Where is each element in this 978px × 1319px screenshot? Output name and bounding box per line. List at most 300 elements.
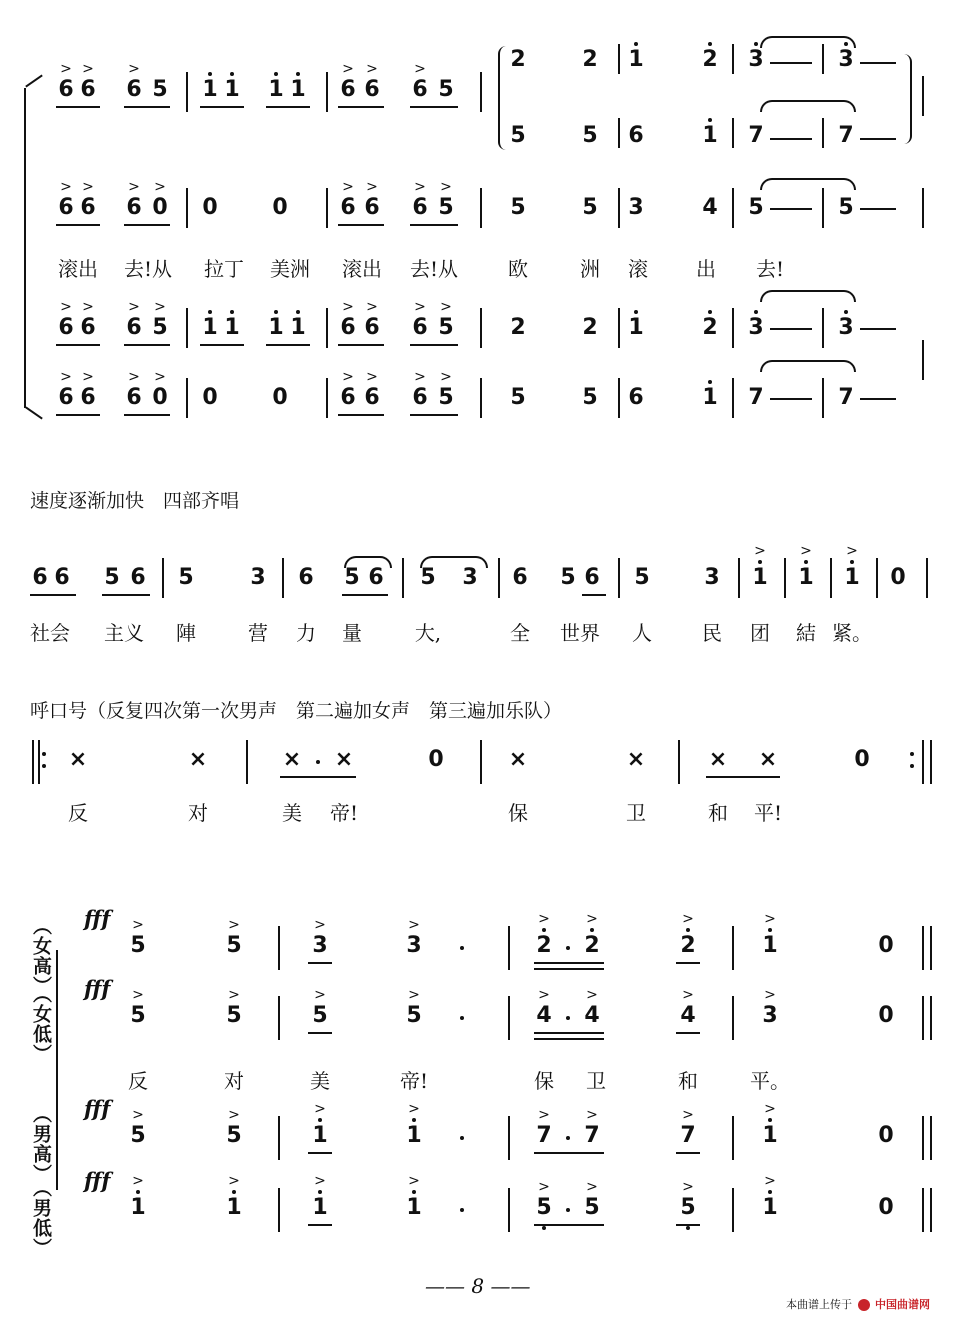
jianpu-note: 0 <box>878 933 894 958</box>
octave-dot <box>686 1226 690 1230</box>
octave-dot <box>274 72 278 76</box>
beam-underline <box>338 414 384 416</box>
beam-underline <box>338 106 384 108</box>
bar-line <box>498 558 500 598</box>
octave-dot <box>850 560 854 564</box>
jianpu-note: 6 <box>340 77 356 102</box>
accent-mark: > <box>128 179 140 195</box>
jianpu-note: 6 <box>340 195 356 220</box>
lyric-syllable: 陣 <box>176 621 196 645</box>
jianpu-note: 2 <box>702 315 718 340</box>
dynamic-marking: fff <box>84 976 111 1001</box>
octave-dot <box>754 310 758 314</box>
jianpu-note: 0 <box>878 1195 894 1220</box>
bar-line <box>162 558 164 598</box>
lyric-syllable: 欧 <box>508 257 528 281</box>
bar-line <box>732 44 734 74</box>
jianpu-note: 0 <box>878 1003 894 1028</box>
jianpu-note: 5 <box>130 1123 146 1148</box>
jianpu-note: 0 <box>272 385 288 410</box>
beam-underline <box>582 594 606 596</box>
jianpu-note: 5 <box>438 77 454 102</box>
lyric-syllable: 滚 <box>628 257 648 281</box>
bar-line <box>922 1188 924 1232</box>
octave-dot <box>844 310 848 314</box>
bar-line <box>326 308 328 348</box>
jianpu-note: 0 <box>428 747 444 772</box>
tie-arc <box>344 556 392 568</box>
bar-line <box>480 72 482 112</box>
section-three-heading: 呼口号（反复四次第一次男声 第二遍加女声 第三遍加乐队） <box>30 700 563 722</box>
beam-underline <box>124 414 170 416</box>
jianpu-note: 1 <box>798 565 814 590</box>
bar-line <box>732 926 734 970</box>
octave-dot <box>708 380 712 384</box>
bar-line <box>480 740 482 784</box>
accent-mark: > <box>366 61 378 77</box>
octave-dot <box>274 310 278 314</box>
jianpu-note: 7 <box>536 1123 552 1148</box>
accent-mark: > <box>764 911 776 927</box>
jianpu-note: 5 <box>510 195 526 220</box>
octave-dot <box>230 72 234 76</box>
bar-line <box>732 996 734 1040</box>
sustain-dash <box>860 328 896 330</box>
lyric-syllable: 紧。 <box>832 621 872 645</box>
jianpu-note: 0 <box>890 565 906 590</box>
lyric-syllable: 美 <box>310 1069 330 1093</box>
jianpu-note: 2 <box>680 933 696 958</box>
lyric-syllable: 保 <box>508 801 528 825</box>
site-logo-icon <box>858 1299 870 1311</box>
jianpu-note: 1 <box>406 1195 422 1220</box>
accent-mark: > <box>314 917 326 933</box>
bar-line <box>618 308 620 348</box>
bar-line <box>508 1116 510 1160</box>
jianpu-note: 5 <box>560 565 576 590</box>
jianpu-note: 7 <box>748 123 764 148</box>
augmentation-dot <box>910 752 914 756</box>
accent-mark: > <box>60 369 72 385</box>
bar-line <box>738 558 740 598</box>
lyric-syllable: 帝! <box>399 1069 429 1093</box>
jianpu-note: 1 <box>844 565 860 590</box>
jianpu-note: 7 <box>680 1123 696 1148</box>
octave-dot <box>686 928 690 932</box>
bar-line <box>926 558 928 598</box>
jianpu-note: 5 <box>178 565 194 590</box>
voice-label: （男高） <box>30 1104 52 1184</box>
bar-line <box>618 558 620 598</box>
dynamic-marking: fff <box>84 906 111 931</box>
bar-line <box>480 308 482 348</box>
bar-line <box>186 72 188 112</box>
jianpu-note: 4 <box>680 1003 696 1028</box>
jianpu-note: 6 <box>368 565 384 590</box>
jianpu-note: 1 <box>312 1195 328 1220</box>
lyric-syllable: 卫 <box>586 1069 606 1093</box>
accent-mark: > <box>538 911 550 927</box>
octave-dot <box>758 560 762 564</box>
accent-mark: > <box>440 179 452 195</box>
dynamic-marking: fff <box>84 1168 111 1193</box>
bar-line <box>822 188 824 228</box>
octave-dot <box>634 310 638 314</box>
lyric-syllable: 反 <box>128 1069 148 1093</box>
lyric-syllable: 全 <box>510 621 530 645</box>
augmentation-dot <box>566 1016 570 1020</box>
accent-mark: > <box>314 1173 326 1189</box>
bar-line <box>732 188 734 228</box>
jianpu-note: 6 <box>80 195 96 220</box>
lyric-syllable: 滚出 <box>342 257 382 281</box>
lyric-syllable: 平。 <box>750 1069 790 1093</box>
jianpu-note: × <box>758 747 778 772</box>
lyric-syllable: 出 <box>696 257 716 281</box>
bar-line <box>508 996 510 1040</box>
bar-line <box>822 378 824 418</box>
bar-line <box>480 188 482 228</box>
jianpu-note: 1 <box>224 315 240 340</box>
beam-underline <box>338 344 384 346</box>
jianpu-note: 2 <box>582 315 598 340</box>
lyric-syllable: 平! <box>753 801 783 825</box>
accent-mark: > <box>60 299 72 315</box>
augmentation-dot <box>42 764 46 768</box>
lyric-syllable: 力 <box>296 621 316 645</box>
beam-underline <box>410 414 458 416</box>
jianpu-note: 1 <box>202 315 218 340</box>
accent-mark: > <box>764 1101 776 1117</box>
jianpu-note: 6 <box>364 195 380 220</box>
beam-underline <box>266 344 310 346</box>
jianpu-note: 4 <box>584 1003 600 1028</box>
bar-line <box>922 188 924 228</box>
jianpu-note: 0 <box>878 1123 894 1148</box>
beam-underline <box>308 1032 332 1034</box>
accent-mark: > <box>342 299 354 315</box>
accent-mark: > <box>60 61 72 77</box>
jianpu-note: 5 <box>748 195 764 220</box>
accent-mark: > <box>342 369 354 385</box>
tie-arc <box>760 100 856 112</box>
bar-line <box>732 118 734 148</box>
jianpu-note: 5 <box>226 1003 242 1028</box>
bar-line <box>732 1116 734 1160</box>
accent-mark: > <box>408 1101 420 1117</box>
jianpu-note: × <box>626 747 646 772</box>
accent-mark: > <box>586 911 598 927</box>
jianpu-note: 5 <box>226 933 242 958</box>
jianpu-note: 5 <box>104 565 120 590</box>
sustain-dash <box>770 138 812 140</box>
jianpu-note: × <box>68 747 88 772</box>
jianpu-note: 6 <box>364 77 380 102</box>
accent-mark: > <box>128 299 140 315</box>
beam-underline <box>308 962 332 964</box>
jianpu-note: 5 <box>838 195 854 220</box>
jianpu-note: 3 <box>462 565 478 590</box>
sustain-dash <box>770 398 812 400</box>
jianpu-note: 0 <box>152 385 168 410</box>
jianpu-note: 1 <box>762 1195 778 1220</box>
sustain-dash <box>860 398 896 400</box>
beam-underline <box>124 224 170 226</box>
accent-mark: > <box>228 987 240 1003</box>
jianpu-note: 6 <box>80 385 96 410</box>
voice-label: （女低） <box>30 984 52 1064</box>
jianpu-note: 7 <box>838 123 854 148</box>
jianpu-note: 6 <box>58 385 74 410</box>
jianpu-note: 5 <box>536 1195 552 1220</box>
bar-line <box>618 44 620 74</box>
jianpu-note: 3 <box>250 565 266 590</box>
beam-underline <box>56 224 100 226</box>
beam-underline <box>676 962 700 964</box>
beam-underline <box>56 344 100 346</box>
accent-mark: > <box>414 369 426 385</box>
jianpu-note: 1 <box>226 1195 242 1220</box>
accent-mark: > <box>154 369 166 385</box>
augmentation-dot <box>42 752 46 756</box>
voice-label: （女高） <box>30 916 52 996</box>
octave-dot <box>208 310 212 314</box>
accent-mark: > <box>228 1107 240 1123</box>
jianpu-note: 2 <box>510 47 526 72</box>
jianpu-note: 1 <box>268 77 284 102</box>
lyric-syllable: 人 <box>632 621 652 645</box>
tie-arc <box>420 556 488 568</box>
bar-line <box>278 1116 280 1160</box>
jianpu-note: 5 <box>226 1123 242 1148</box>
accent-mark: > <box>132 1173 144 1189</box>
accent-mark: > <box>408 987 420 1003</box>
jianpu-note: 5 <box>406 1003 422 1028</box>
jianpu-note: 6 <box>32 565 48 590</box>
accent-mark: > <box>228 917 240 933</box>
jianpu-note: 3 <box>748 315 764 340</box>
beam-underline <box>30 594 76 596</box>
accent-mark: > <box>342 179 354 195</box>
augmentation-dot <box>566 946 570 950</box>
bar-line <box>186 188 188 228</box>
jianpu-note: 0 <box>272 195 288 220</box>
jianpu-note: 6 <box>340 385 356 410</box>
jianpu-note: × <box>334 747 354 772</box>
page-number: —— 8 —— <box>425 1274 531 1298</box>
jianpu-note: 2 <box>584 933 600 958</box>
jianpu-note: 3 <box>704 565 720 590</box>
jianpu-note: 1 <box>702 123 718 148</box>
augmentation-dot <box>460 946 464 950</box>
octave-dot <box>768 928 772 932</box>
bar-line <box>326 378 328 418</box>
octave-dot <box>708 118 712 122</box>
accent-mark: > <box>682 1107 694 1123</box>
accent-mark: > <box>764 987 776 1003</box>
jianpu-note: 2 <box>510 315 526 340</box>
jianpu-note: 6 <box>126 195 142 220</box>
section-two-heading: 速度逐渐加快 四部齐唱 <box>30 490 240 512</box>
bar-line <box>930 740 932 784</box>
bar-line <box>732 1188 734 1232</box>
jianpu-note: 3 <box>628 195 644 220</box>
jianpu-note: 6 <box>126 77 142 102</box>
sustain-dash <box>860 62 896 64</box>
sustain-dash <box>770 62 812 64</box>
jianpu-note: × <box>508 747 528 772</box>
accent-mark: > <box>586 987 598 1003</box>
accent-mark: > <box>342 61 354 77</box>
bar-line <box>822 44 824 74</box>
footer-credit <box>786 1296 930 1312</box>
beam-underline <box>102 594 150 596</box>
beam-underline <box>676 1152 700 1154</box>
upload-note: 本曲谱上传于 <box>786 1298 852 1311</box>
lyric-syllable: 滚出 <box>58 257 98 281</box>
voice-label: （男低） <box>30 1178 52 1258</box>
bar-line <box>876 558 878 598</box>
octave-dot <box>412 1190 416 1194</box>
lyric-syllable: 反 <box>68 801 88 825</box>
divisi-brace <box>498 46 510 150</box>
jianpu-note: 1 <box>202 77 218 102</box>
jianpu-note: 5 <box>312 1003 328 1028</box>
octave-dot <box>542 1226 546 1230</box>
bar-line <box>618 188 620 228</box>
octave-dot <box>296 72 300 76</box>
beam-underline <box>200 344 244 346</box>
jianpu-note: 2 <box>536 933 552 958</box>
divisi-brace-right <box>902 54 912 144</box>
bar-line <box>930 996 932 1040</box>
jianpu-note: 1 <box>268 315 284 340</box>
beam-underline <box>534 1152 604 1154</box>
beam-underline <box>124 106 170 108</box>
lyric-syllable: 去! <box>755 257 785 281</box>
octave-dot <box>136 1190 140 1194</box>
beam-underline <box>410 344 458 346</box>
accent-mark: > <box>132 987 144 1003</box>
jianpu-note: 5 <box>130 933 146 958</box>
lyric-syllable: 去!从 <box>409 257 459 281</box>
jianpu-note: 5 <box>510 123 526 148</box>
bar-line <box>922 740 924 784</box>
accent-mark: > <box>414 299 426 315</box>
jianpu-note: × <box>188 747 208 772</box>
accent-mark: > <box>60 179 72 195</box>
octave-dot <box>232 1190 236 1194</box>
octave-dot <box>412 1118 416 1122</box>
beam-underline <box>266 106 310 108</box>
tie-arc <box>760 360 856 372</box>
jianpu-note: 6 <box>130 565 146 590</box>
bar-line <box>922 76 924 116</box>
bar-line <box>480 378 482 418</box>
augmentation-dot <box>910 764 914 768</box>
jianpu-note: 1 <box>290 315 306 340</box>
lyric-syllable: 美洲 <box>270 257 310 281</box>
beam-underline <box>308 1224 332 1226</box>
jianpu-note: 5 <box>344 565 360 590</box>
jianpu-note: 1 <box>762 933 778 958</box>
accent-mark: > <box>82 179 94 195</box>
sustain-dash <box>860 208 896 210</box>
jianpu-note: 3 <box>762 1003 778 1028</box>
accent-mark: > <box>538 1179 550 1195</box>
jianpu-note: 3 <box>838 315 854 340</box>
lyric-syllable: 去!从 <box>123 257 173 281</box>
beam-underline <box>410 106 458 108</box>
octave-dot <box>708 310 712 314</box>
jianpu-note: 5 <box>510 385 526 410</box>
jianpu-note: 6 <box>80 77 96 102</box>
bar-line <box>282 558 284 598</box>
bar-line <box>930 1188 932 1232</box>
bar-line <box>930 926 932 970</box>
beam-underline <box>534 968 604 970</box>
jianpu-note: 2 <box>582 47 598 72</box>
jianpu-note: 6 <box>364 315 380 340</box>
bar-line <box>822 308 824 348</box>
jianpu-note: 5 <box>582 123 598 148</box>
jianpu-note: 7 <box>584 1123 600 1148</box>
octave-dot <box>708 42 712 46</box>
dynamic-marking: fff <box>84 1096 111 1121</box>
lyric-syllable: 保 <box>534 1069 554 1093</box>
jianpu-note: 6 <box>584 565 600 590</box>
lyric-syllable: 民 <box>702 621 722 645</box>
lyric-syllable: 主义 <box>104 621 144 645</box>
jianpu-note: 3 <box>312 933 328 958</box>
jianpu-note: 6 <box>126 385 142 410</box>
jianpu-note: 3 <box>406 933 422 958</box>
bar-line <box>732 308 734 348</box>
lyric-syllable: 对 <box>224 1069 244 1093</box>
sustain-dash <box>770 208 812 210</box>
accent-mark: > <box>440 299 452 315</box>
jianpu-note: 5 <box>438 315 454 340</box>
jianpu-note: 5 <box>582 195 598 220</box>
accent-mark: > <box>82 61 94 77</box>
bar-line <box>32 740 34 784</box>
bar-line <box>618 118 620 148</box>
jianpu-note: 5 <box>584 1195 600 1220</box>
bar-line <box>922 996 924 1040</box>
beam-underline <box>200 106 244 108</box>
jianpu-note: 1 <box>752 565 768 590</box>
accent-mark: > <box>682 911 694 927</box>
site-name: 中国曲谱网 <box>875 1298 930 1311</box>
lyric-syllable: 大, <box>414 621 442 645</box>
lyric-syllable: 对 <box>188 801 208 825</box>
jianpu-note: 6 <box>298 565 314 590</box>
lyric-syllable: 拉丁 <box>204 257 244 281</box>
jianpu-note: 1 <box>628 315 644 340</box>
jianpu-note: × <box>708 747 728 772</box>
jianpu-note: 1 <box>628 47 644 72</box>
accent-mark: > <box>846 543 858 559</box>
jianpu-note: 0 <box>152 195 168 220</box>
accent-mark: > <box>366 179 378 195</box>
bar-line <box>830 558 832 598</box>
octave-dot <box>590 928 594 932</box>
lyric-syllable: 洲 <box>580 257 600 281</box>
beam-underline <box>410 224 458 226</box>
beam-underline <box>280 776 356 778</box>
lyric-syllable: 营 <box>248 621 268 645</box>
beam-underline <box>534 1032 604 1034</box>
